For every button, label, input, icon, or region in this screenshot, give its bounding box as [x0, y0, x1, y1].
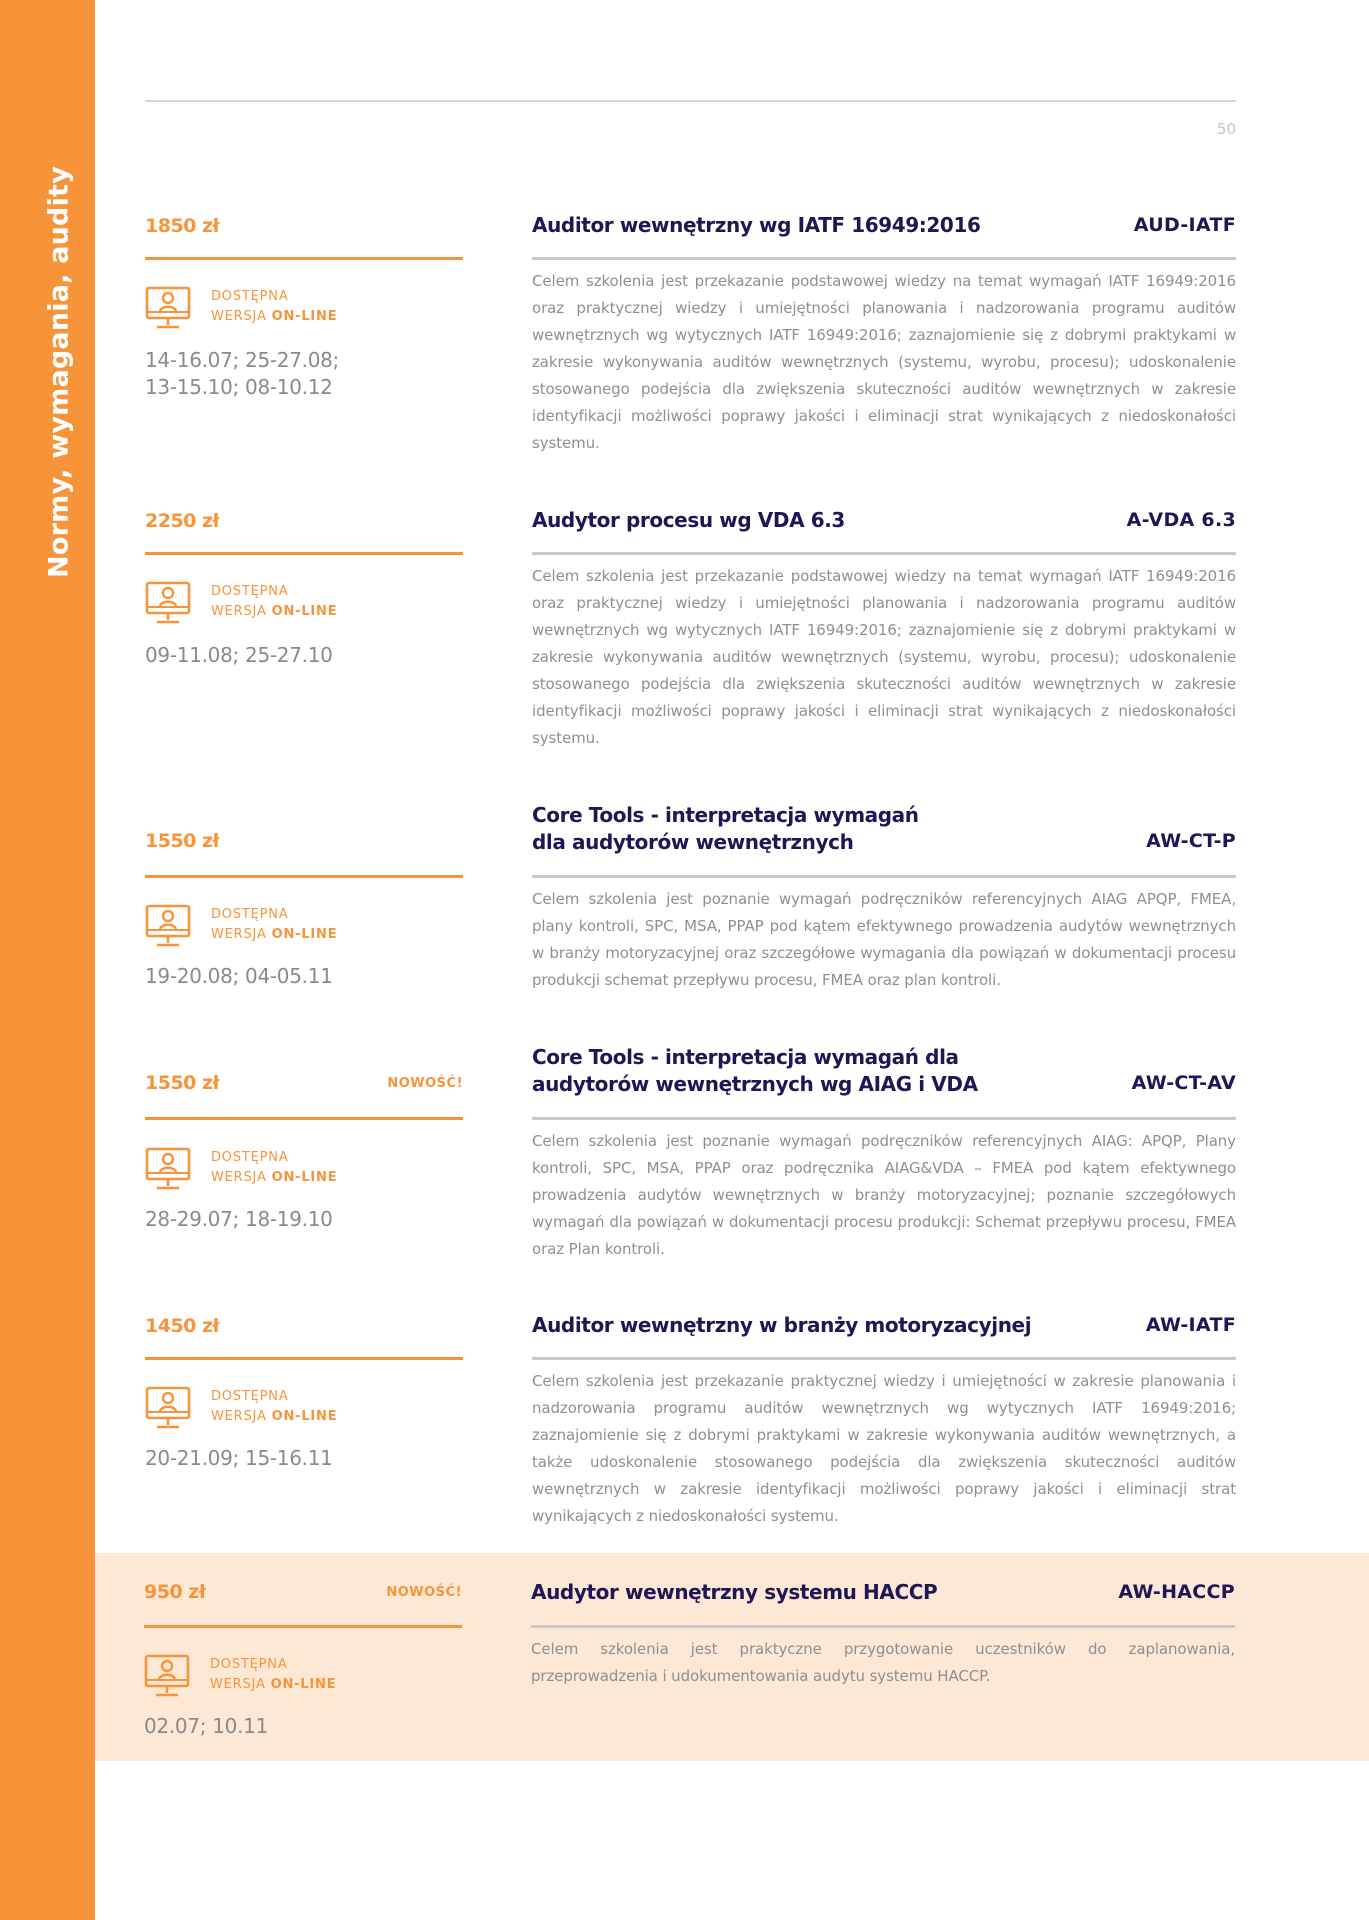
- price: 1850 zł: [145, 215, 220, 237]
- computer-monitor-user-icon: [145, 285, 191, 331]
- online-badge-line1: DOSTĘPNA: [210, 1657, 288, 1672]
- course-title: Audytor procesu wg VDA 6.3: [532, 508, 845, 532]
- course-title: Core Tools - interpretacja wymagań dla audytorów wewnętrznych wg AIAG i VDA: [532, 1045, 978, 1096]
- computer-monitor-user-icon: [145, 1385, 191, 1431]
- price: 1450 zł: [145, 1315, 220, 1337]
- computer-monitor-user-icon: [144, 1653, 190, 1699]
- computer-monitor-user-icon: [145, 580, 191, 626]
- online-badge-line2-prefix: WERSJA: [211, 604, 272, 619]
- title-divider: [532, 1357, 1236, 1360]
- online-badge-line1: DOSTĘPNA: [211, 907, 289, 922]
- online-badge: [145, 580, 463, 624]
- section-title: Normy, wymagania, audity: [43, 166, 75, 578]
- new-badge: NOWOŚĆ!: [387, 1076, 463, 1091]
- computer-monitor-user-icon: [145, 1146, 191, 1192]
- course-title: Audytor wewnętrzny systemu HACCP: [531, 1580, 938, 1604]
- title-divider: [532, 875, 1236, 878]
- course-description: Celem szkolenia jest poznanie wymagań podręczników referencyjnych AIAG APQP, FMEA, plany kontroli, SPC, MSA, PPAP pod kątem efektywnego prowadzenia audytów wewnętrznych w branży motoryzacyjnej oraz szczegółowe wymagania dla powiązań w dokumentacji procesu produkcji schemat przepływu procesu, FMEA oraz plan kontroli.: [532, 890, 1236, 989]
- title-divider: [532, 257, 1236, 260]
- price: 2250 zł: [145, 510, 220, 532]
- online-badge: [144, 1653, 462, 1697]
- price: 950 zł: [144, 1581, 206, 1603]
- online-badge: [145, 285, 463, 329]
- online-badge-line2-bold: ON-LINE: [271, 1409, 338, 1424]
- online-badge-line2-prefix: WERSJA: [211, 927, 272, 942]
- course-dates: 19-20.08; 04-05.11: [145, 964, 333, 988]
- online-badge-line1: DOSTĘPNA: [211, 1389, 289, 1404]
- online-badge: [145, 903, 463, 947]
- course-card: [95, 800, 1369, 1000]
- price-divider: [145, 552, 463, 555]
- course-code: AW-CT-P: [1146, 830, 1236, 852]
- online-badge-line2-prefix: WERSJA: [211, 1170, 272, 1185]
- course-dates: 02.07; 10.11: [144, 1714, 269, 1738]
- course-description: Celem szkolenia jest praktyczne przygotowanie uczestników do zaplanowania, przeprowadzenia i udokumentowania audytu systemu HACCP.: [531, 1640, 1235, 1685]
- course-card-highlighted: [95, 1553, 1369, 1761]
- title-divider: [532, 1117, 1236, 1120]
- online-badge-line2-prefix: WERSJA: [211, 1409, 272, 1424]
- new-badge: NOWOŚĆ!: [386, 1585, 462, 1600]
- course-code: AUD-IATF: [1133, 214, 1236, 236]
- title-divider: [531, 1625, 1235, 1628]
- course-dates: 28-29.07; 18-19.10: [145, 1207, 333, 1231]
- price-divider: [145, 1117, 463, 1120]
- online-badge-line2-bold: ON-LINE: [270, 1677, 337, 1692]
- course-title: Auditor wewnętrzny wg IATF 16949:2016: [532, 213, 981, 237]
- course-description: Celem szkolenia jest przekazanie podstawowej wiedzy na temat wymagań IATF 16949:2016 oraz praktycznej wiedzy i umiejętności planowania i nadzorowania programu auditów wewnętrznych wg wytycznych IATF 16949:2016; zaznajomienie się z dobrymi praktykami w zakresie wykonywania auditów wewnętrznych (systemu, wyrobu, procesu); udoskonalenie stosowanego podejścia dla zwiększenia skuteczności auditów wewnętrznych w zakresie identyfikacji możliwości poprawy jakości i eliminacji strat wynikających z niedoskonałości systemu.: [532, 272, 1236, 452]
- online-badge-line2-bold: ON-LINE: [271, 604, 338, 619]
- price-divider: [145, 257, 463, 260]
- price-divider: [144, 1625, 462, 1628]
- price: 1550 zł: [145, 830, 220, 852]
- course-description: Celem szkolenia jest poznanie wymagań podręczników referencyjnych AIAG: APQP, Plany kontroli, SPC, MSA, PPAP oraz podręcznika AIAG&VDA – FMEA pod kątem efektywnego prowadzenia audytów wewnętrznych w branży motoryzacyjnej; poznanie szczegółowych wymagań dla powiązań w dokumentacji procesu produkcji: Schemat przepływu procesu, FMEA oraz Plan kontroli.: [532, 1132, 1236, 1258]
- course-dates: 14-16.07; 25-27.08; 13-15.10; 08-10.12: [145, 348, 339, 399]
- course-card: [95, 495, 1369, 755]
- online-badge-line2-bold: ON-LINE: [271, 927, 338, 942]
- online-badge-line1: DOSTĘPNA: [211, 289, 289, 304]
- title-divider: [532, 552, 1236, 555]
- online-badge-line2-prefix: WERSJA: [211, 309, 272, 324]
- price: 1550 zł: [145, 1072, 220, 1094]
- course-card: [95, 200, 1369, 460]
- online-badge-line2-bold: ON-LINE: [271, 309, 338, 324]
- course-code: AW-HACCP: [1118, 1581, 1235, 1603]
- online-badge: [145, 1385, 463, 1429]
- course-description: Celem szkolenia jest przekazanie podstawowej wiedzy na temat wymagań IATF 16949:2016 oraz praktycznej wiedzy i umiejętności planowania i nadzorowania programu auditów wewnętrznych wg wytycznych IATF 16949:2016; zaznajomienie się z dobrymi praktykami w zakresie wykonywania auditów wewnętrznych (systemu, wyrobu, procesu); udoskonalenie stosowanego podejścia dla zwiększenia skuteczności auditów wewnętrznych w zakresie identyfikacji możliwości poprawy jakości i eliminacji strat wynikających z niedoskonałości systemu.: [532, 567, 1236, 747]
- online-badge: [145, 1146, 463, 1190]
- price-divider: [145, 1357, 463, 1360]
- top-divider: [145, 100, 1236, 102]
- course-code: AW-IATF: [1145, 1314, 1236, 1336]
- course-title: Auditor wewnętrzny w branży motoryzacyjnej: [532, 1313, 1032, 1337]
- course-card: [95, 1312, 1369, 1552]
- course-description: Celem szkolenia jest przekazanie praktycznej wiedzy i umiejętności w zakresie planowania i nadzorowania programu auditów wewnętrznych wg wytycznych IATF 16949:2016; zaznajomienie się z dobrymi praktykami w zakresie wykonywania auditów wewnętrznych, a także udoskonalenie stosowanego podejścia dla zwiększenia skuteczności auditów wewnętrznych w zakresie identyfikacji możliwości poprawy jakości i eliminacji strat wynikających z niedoskonałości systemu.: [532, 1372, 1236, 1525]
- price-divider: [145, 875, 463, 878]
- online-badge-line2-bold: ON-LINE: [271, 1170, 338, 1185]
- online-badge-line2-prefix: WERSJA: [210, 1677, 271, 1692]
- sidebar: [0, 0, 95, 1920]
- course-code: AW-CT-AV: [1131, 1072, 1236, 1094]
- course-code: A-VDA 6.3: [1126, 509, 1236, 531]
- online-badge-line1: DOSTĘPNA: [211, 584, 289, 599]
- computer-monitor-user-icon: [145, 903, 191, 949]
- course-dates: 09-11.08; 25-27.10: [145, 643, 333, 667]
- course-dates: 20-21.09; 15-16.11: [145, 1446, 333, 1470]
- online-badge-line1: DOSTĘPNA: [211, 1150, 289, 1165]
- page-number: 50: [1216, 120, 1236, 138]
- course-title: Core Tools - interpretacja wymagań dla audytorów wewnętrznych: [532, 803, 919, 854]
- course-card: [95, 1042, 1369, 1262]
